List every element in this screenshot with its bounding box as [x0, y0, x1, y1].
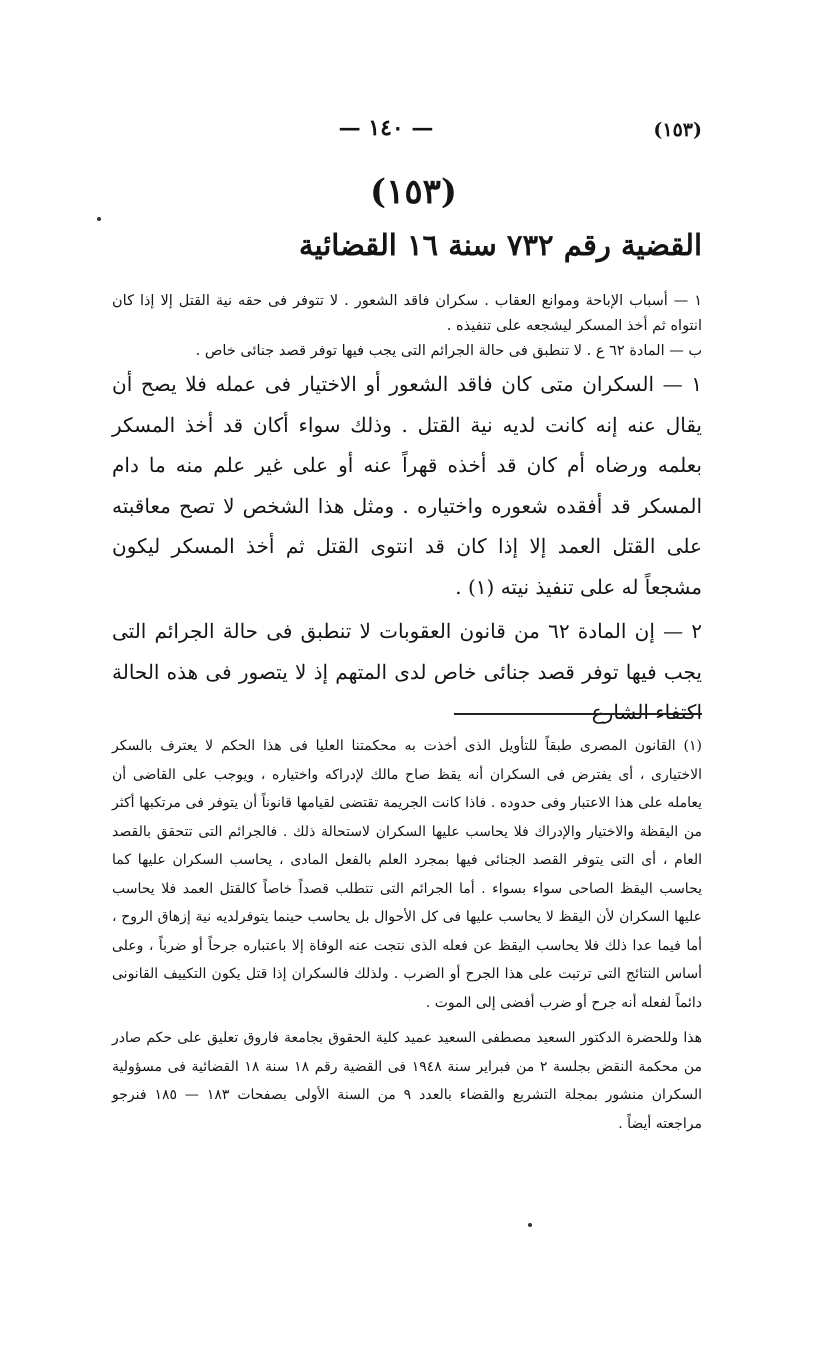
- ruling-paragraph: ١ — السكران متى كان فاقد الشعور أو الاختيار فى عمله فلا يصح أن يقال عنه إنه كانت لديه نية القتل . وذلك سواء أكان قد أخذ المسكر بعلمه ورضاه أم كان قد أخذه قهراً عنه أو على غير علم منه ما دام المسكر قد أفقده شعوره واختياره . ومثل هذا الشخص لا تصح معاقبته على القتل العمد إلا إذا كان قد انتوى القتل ثم أخذ المسكر ليكون مشجعاً له على تنفيذ نيته (١) .: [112, 372, 703, 599]
- print-speck: [528, 1223, 532, 1227]
- footnote: (١) القانون المصرى طبقاً للتأويل الذى أخذت به محكمتنا العليا فى هذا الحكم لا يعترف بالسكر الاختيارى ، أى يفترض فى السكران أنه يقظ صاح مالك لإدراكه واختياره ، ويوجب على القاضى أن يعامله على هذا الاعتبار وفى حدوده . فاذا كانت الجريمة تقتضى لقيامها قانوناً أن يتوفر فى مرتكبها أكثر من اليقظة والاختيار والإدراك فلا يحاسب عليها السكران لاستحالة ذلك . فالجرائم التى تتحقق بالقصد العام ، أى التى يتوفر القصد الجنائى فيها بمجرد العلم بالفعل المادى ، يحاسب السكران عليها كما يحاسب اليقظ الصاحى سواء بسواء . أما الجرائم التى تتطلب قصداً خاصاً كالقتل العمد فلا يحاسب عليها السكران لأن اليقظ لا يحاسب عليها فى كل الأحوال بل يحاسب حينما يتوفرلديه نية إزهاق الروح ، أما فيما عدا ذلك فلا يحاسب اليقظ عن فعله الذى نتجت عنه الوفاة إلا باعتباره جرحاً أو ضرباً ، وعلى أساس النتائج التى ترتبت على هذا الجرح أو الضرب . ولذلك فالسكران إذا قتل يكون التكييف القانونى دائماً لفعله أنه جرح أو ضرب أفضى إلى الموت .: [112, 738, 702, 1011]
- headnotes: [112, 289, 702, 364]
- footnote-note: هذا وللحضرة الدكتور السعيد مصطفى السعيد عميد كلية الحقوق بجامعة فاروق تعليق على حكم صادر من محكمة النقض بجلسة ٢ من فبراير سنة ١٩٤٨ فى القضية رقم ١٨ سنة ١٨ القضائية فى مسؤولية السكران منشور بمجلة التشريع والقضاء بالعدد ٩ من السنة الأولى بصفحات ١٨٣ — ١٨٥ فنرجو مراجعته أيضاً .: [112, 1030, 703, 1132]
- page-header: [70, 115, 702, 151]
- footnotes: [112, 732, 702, 1145]
- headnote-item: ١ — أسباب الإباحة وموانع العقاب . سكران فاقد الشعور . لا تتوفر فى حقه نية القتل إلا إذا كان انتواه ثم أخذ المسكر ليشجعه على تنفيذه .: [112, 293, 702, 334]
- footnote-divider: [454, 713, 702, 715]
- page-number: — ١٤٠ —: [338, 115, 434, 141]
- running-case-reference: (١٥٣): [653, 119, 702, 141]
- ruling-paragraph: ٢ — إن المادة ٦٢ من قانون العقوبات لا تنطبق فى حالة الجرائم التى يجب فيها توفر قصد جنائى خاص لدى المتهم إذ لا يتصور فى هذه الحالة اكتفاء الشارع: [112, 619, 702, 724]
- headnote-item: ب — المادة ٦٢ ع . لا تنطبق فى حالة الجرائم التى يجب فيها توفر قصد جنائى خاص .: [195, 343, 702, 359]
- print-speck: [97, 217, 101, 221]
- case-number: (١٥٣): [370, 172, 457, 212]
- case-title: القضية رقم ٧٣٢ سنة ١٦ القضائية: [298, 228, 702, 262]
- ruling-body: [112, 364, 702, 737]
